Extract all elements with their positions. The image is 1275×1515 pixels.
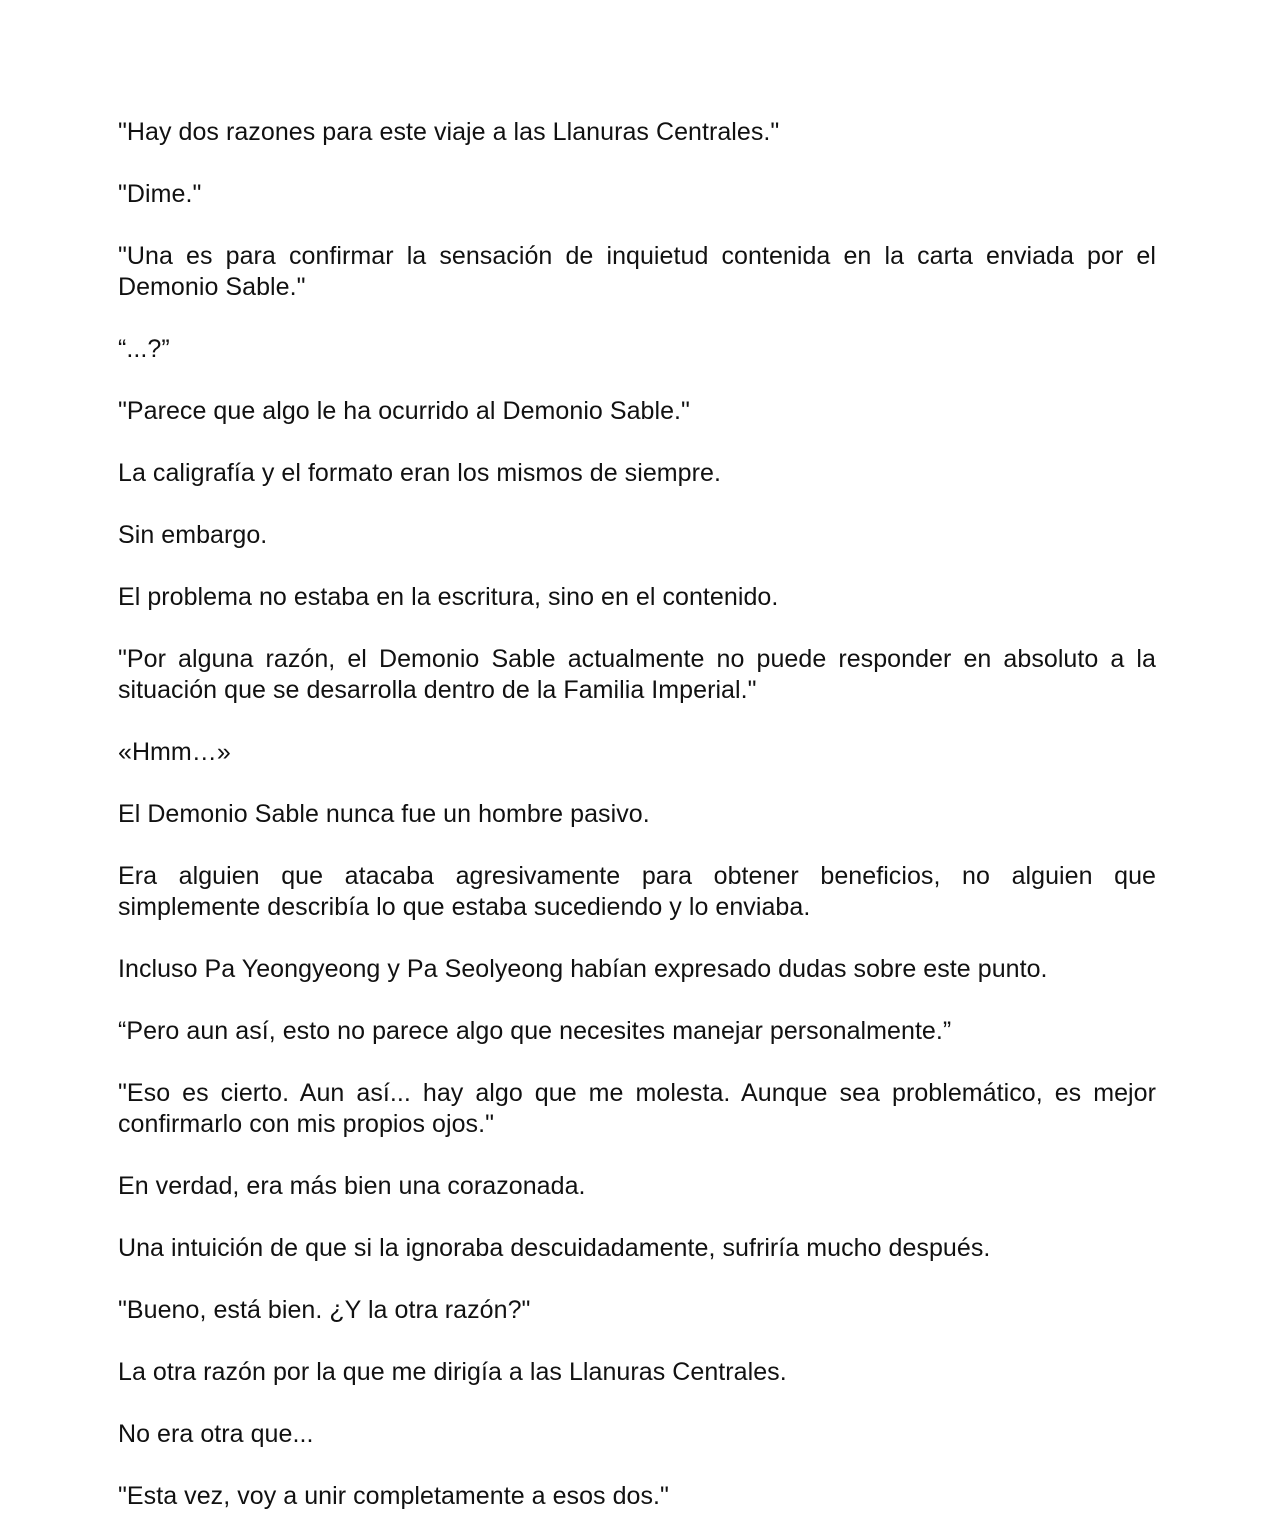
- paragraph: El Demonio Sable nunca fue un hombre pasivo.: [118, 800, 650, 828]
- paragraph: Era alguien que atacaba agresivamente para obtener beneficios, no alguien que simplemente describía lo que estaba sucediendo y lo enviaba.: [118, 862, 1156, 921]
- paragraph: Incluso Pa Yeongyeong y Pa Seolyeong habían expresado dudas sobre este punto.: [118, 955, 1048, 983]
- paragraph: Una intuición de que si la ignoraba descuidadamente, sufriría mucho después.: [118, 1234, 991, 1262]
- paragraph: "Una es para confirmar la sensación de inquietud contenida en la carta enviada por el Demonio Sable.": [118, 242, 1156, 301]
- paragraph: «Hmm…»: [118, 738, 231, 766]
- paragraph: "Por alguna razón, el Demonio Sable actualmente no puede responder en absoluto a la situación que se desarrolla dentro de la Familia Imperial.": [118, 645, 1156, 704]
- paragraph: "Parece que algo le ha ocurrido al Demonio Sable.": [118, 397, 690, 425]
- paragraph: “...?”: [118, 335, 170, 363]
- paragraph: La otra razón por la que me dirigía a las Llanuras Centrales.: [118, 1358, 787, 1386]
- paragraph: "Eso es cierto. Aun así... hay algo que me molesta. Aunque sea problemático, es mejor confirmarlo con mis propios ojos.": [118, 1079, 1156, 1138]
- paragraph: "Esta vez, voy a unir completamente a esos dos.": [118, 1482, 669, 1510]
- paragraph: La caligrafía y el formato eran los mismos de siempre.: [118, 459, 721, 487]
- paragraph: No era otra que...: [118, 1420, 314, 1448]
- paragraph: "Dime.": [118, 180, 202, 208]
- paragraph: En verdad, era más bien una corazonada.: [118, 1172, 586, 1200]
- paragraph: “Pero aun así, esto no parece algo que necesites manejar personalmente.”: [118, 1017, 952, 1045]
- paragraph: Sin embargo.: [118, 521, 268, 549]
- document-body: [118, 117, 1156, 1515]
- paragraph: El problema no estaba en la escritura, sino en el contenido.: [118, 583, 779, 611]
- paragraph: "Hay dos razones para este viaje a las Llanuras Centrales.": [118, 118, 780, 146]
- paragraph: "Bueno, está bien. ¿Y la otra razón?": [118, 1296, 531, 1324]
